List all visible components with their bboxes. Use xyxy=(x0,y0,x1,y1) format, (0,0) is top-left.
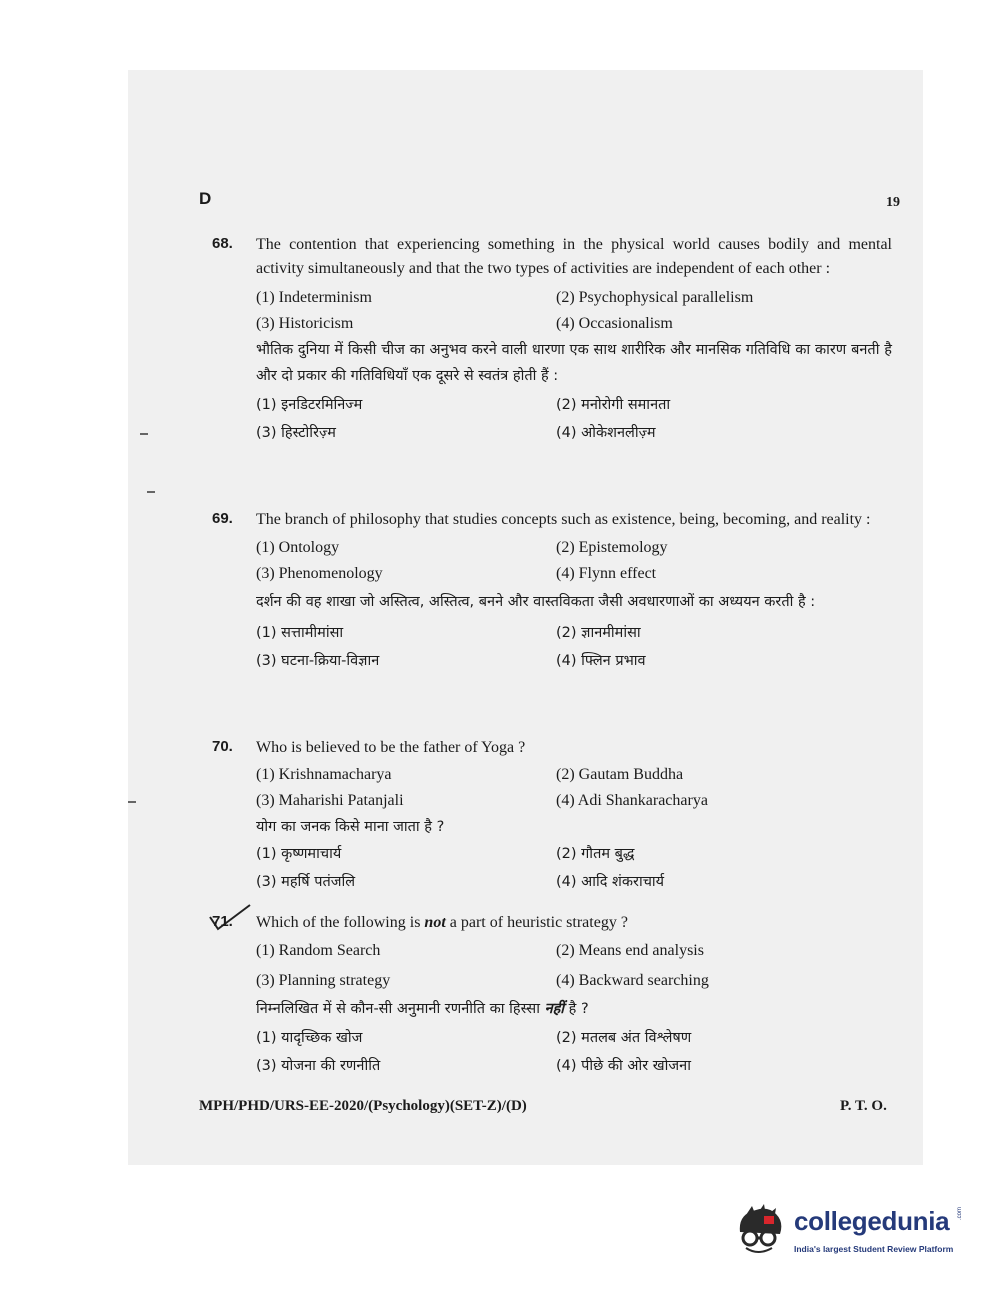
option-3: (3) Phenomenology xyxy=(256,565,383,582)
question-text-en: Who is believed to be the father of Yoga ? xyxy=(256,739,526,756)
option-1: (1) Krishnamacharya xyxy=(256,766,392,783)
option-2-hi: (2) मतलब अंत विश्लेषण xyxy=(556,1030,692,1046)
option-3: (3) Historicism xyxy=(256,315,354,332)
question-text-part: a part of heuristic strategy ? xyxy=(445,914,628,931)
logo-wordmark: collegedunia xyxy=(794,1206,950,1236)
question-text-hi xyxy=(256,996,892,1022)
options-hi xyxy=(256,1024,892,1080)
options-en xyxy=(256,762,892,814)
scan-mark xyxy=(128,801,136,803)
exam-code: MPH/PHD/URS-EE-2020/(Psychology)(SET-Z)/(D) xyxy=(199,1098,527,1114)
scan-mark xyxy=(140,433,148,435)
question-71 xyxy=(212,911,892,1080)
question-text-hi: योग का जनक किसे माना जाता है ? xyxy=(256,819,445,835)
question-number: 70. xyxy=(212,738,233,755)
option-1-hi: (1) कृष्णमाचार्य xyxy=(256,846,342,862)
question-69 xyxy=(212,508,892,675)
question-text-part: है ? xyxy=(564,1001,589,1017)
option-1: (1) Indeterminism xyxy=(256,289,372,306)
option-1-hi: (1) यादृच्छिक खोज xyxy=(256,1030,363,1046)
emphasis-not: not xyxy=(424,914,446,931)
question-68 xyxy=(212,233,892,447)
option-4-hi: (4) फ्लिन प्रभाव xyxy=(556,653,646,669)
please-turn-over: P. T. O. xyxy=(840,1098,887,1114)
collegedunia-logo xyxy=(734,1202,964,1262)
option-4: (4) Occasionalism xyxy=(556,315,673,332)
option-3-hi: (3) हिस्टोरिज़्म xyxy=(256,425,336,441)
option-1: (1) Random Search xyxy=(256,942,381,959)
option-2: (2) Epistemology xyxy=(556,539,668,556)
question-text-en xyxy=(256,911,892,935)
option-4: (4) Adi Shankaracharya xyxy=(556,792,708,809)
question-number: 69. xyxy=(212,510,233,527)
logo-tagline: India's largest Student Review Platform xyxy=(794,1244,954,1254)
options-en xyxy=(256,535,892,587)
option-2: (2) Gautam Buddha xyxy=(556,766,684,783)
option-2: (2) Means end analysis xyxy=(556,942,704,959)
option-2: (2) Psychophysical parallelism xyxy=(556,289,754,306)
option-1-hi: (1) इनडिटरमिनिज्म xyxy=(256,397,363,413)
mascot-icon xyxy=(734,1202,792,1258)
question-text-part: निम्नलिखित में से कौन-सी अनुमानी रणनीति का हिस्सा xyxy=(256,1001,545,1017)
page-number: 19 xyxy=(886,195,900,210)
emphasis-nahin: नहीं xyxy=(544,1001,565,1017)
logo-domain-suffix: .com xyxy=(957,1206,963,1220)
option-4: (4) Flynn effect xyxy=(556,565,657,582)
option-2-hi: (2) मनोरोगी समानता xyxy=(556,397,671,413)
option-3-hi: (3) योजना की रणनीति xyxy=(256,1058,381,1074)
question-text-hi: दर्शन की वह शाखा जो अस्तित्व, अस्तित्व, बनने और वास्तविकता जैसी अवधारणाओं का अध्ययन करती है : xyxy=(256,594,816,610)
question-text-part: Which of the following is xyxy=(256,914,425,931)
option-4-hi: (4) आदि शंकराचार्य xyxy=(556,874,665,890)
options-en xyxy=(256,938,892,994)
options-hi xyxy=(256,619,892,675)
option-2-hi: (2) ज्ञानमीमांसा xyxy=(556,625,641,641)
options-hi xyxy=(256,840,892,896)
section-letter: D xyxy=(199,189,212,208)
question-text-hi: भौतिक दुनिया में किसी चीज का अनुभव करने वाली धारणा एक साथ शारीरिक और मानसिक गतिविधि का कारण बनती है और दो प्रकार की गतिविधियाँ एक दूसरे से स्वतंत्र होती हैं : xyxy=(256,342,892,384)
option-3-hi: (3) घटना-क्रिया-विज्ञान xyxy=(256,653,380,669)
option-4-hi: (4) पीछे की ओर खोजना xyxy=(556,1058,691,1074)
question-text-en: The contention that experiencing something in the physical world causes bodily and mental activity simultaneously and that the two types of activities are independent of each other : xyxy=(256,236,892,277)
question-70 xyxy=(212,736,892,896)
option-4-hi: (4) ओकेशनलीज़्म xyxy=(556,425,656,441)
option-1-hi: (1) सत्तामीमांसा xyxy=(256,625,344,641)
option-3: (3) Maharishi Patanjali xyxy=(256,792,404,809)
option-4: (4) Backward searching xyxy=(556,972,709,989)
option-1: (1) Ontology xyxy=(256,539,340,556)
question-text-en: The branch of philosophy that studies concepts such as existence, being, becoming, and reality : xyxy=(256,511,871,528)
question-number: 68. xyxy=(212,235,233,252)
option-2-hi: (2) गौतम बुद्ध xyxy=(556,846,635,862)
option-3-hi: (3) महर्षि पतंजलि xyxy=(256,874,356,890)
question-number: 71. xyxy=(212,913,233,930)
option-3: (3) Planning strategy xyxy=(256,972,391,989)
options-en xyxy=(256,285,892,337)
options-hi xyxy=(256,391,892,447)
scan-mark xyxy=(147,491,155,493)
